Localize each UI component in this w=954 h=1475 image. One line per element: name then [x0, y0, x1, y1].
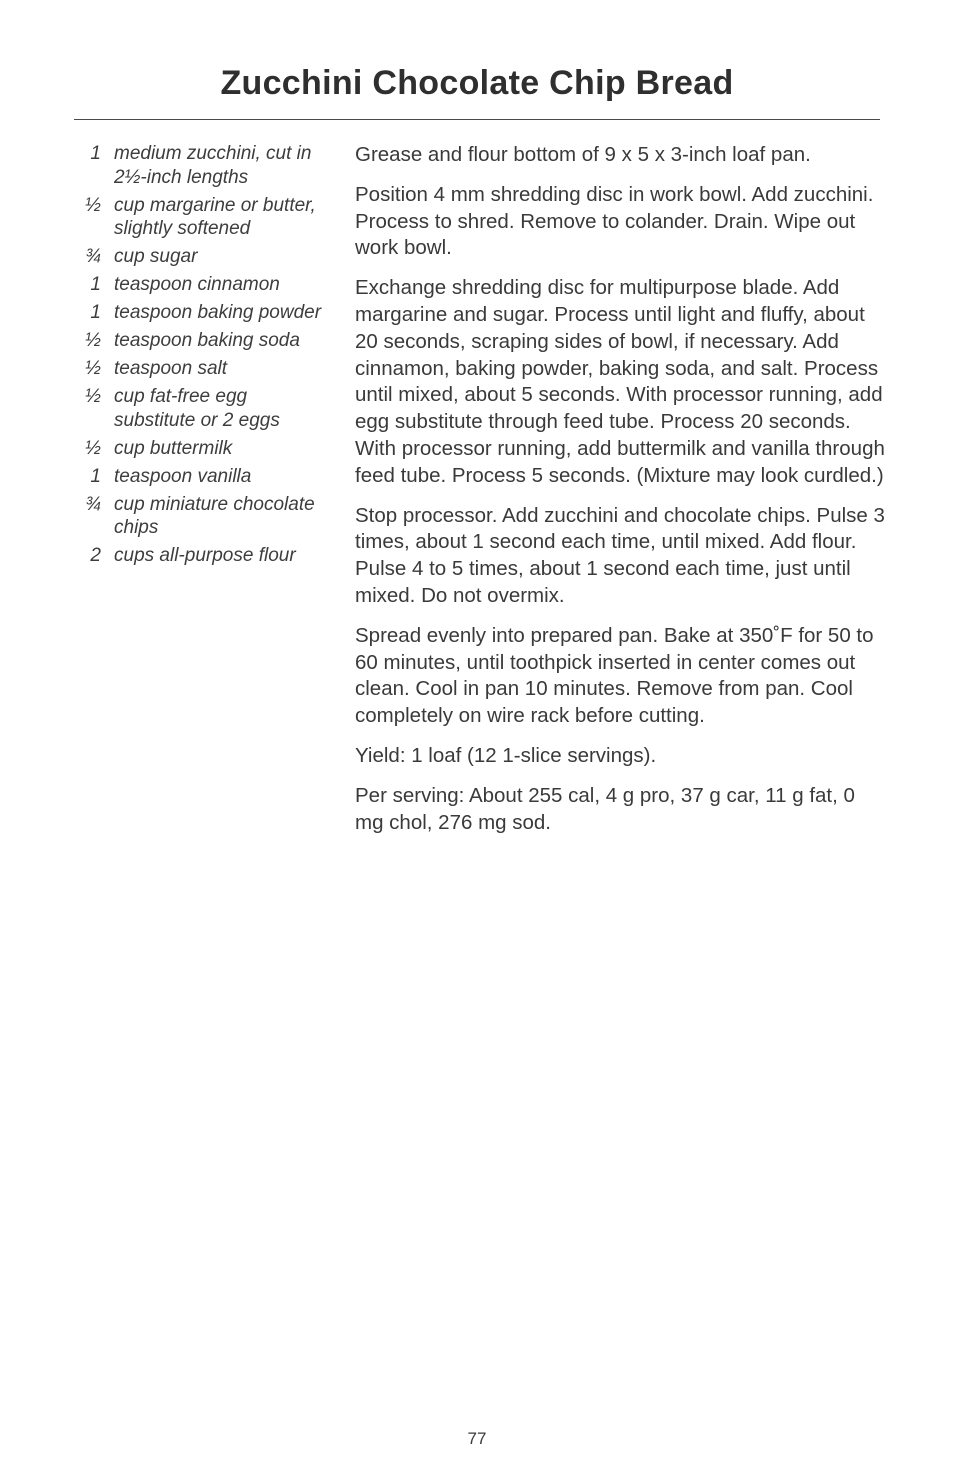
ingredient-text: teaspoon vanilla — [114, 465, 252, 487]
ingredient-item — [78, 437, 330, 461]
ingredient-text: teaspoon salt — [114, 358, 228, 379]
instructions — [355, 142, 888, 849]
ingredient-quantity: 1 — [90, 143, 101, 164]
ingredient-text: medium zucchini, cut in 2½-inch lengths — [114, 143, 312, 188]
instruction-paragraph: Grease and flour bottom of 9 x 5 x 3-inch loaf pan. — [355, 143, 811, 166]
instruction-paragraph: Position 4 mm shredding disc in work bowl. Add zucchini. Process to shred. Remove to colander. Drain. Wipe out work bowl. — [355, 182, 874, 260]
yield-text: Yield: 1 loaf (12 1-slice servings). — [355, 743, 657, 767]
ingredient-quantity: ¾ — [85, 246, 101, 267]
instruction-paragraph: Exchange shredding disc for multipurpose blade. Add margarine and sugar. Process until light and fluffy, about 20 seconds, scraping sides of bowl, if necessary. Add cinnamon, baking powder, baking soda, and salt. Process until mixed, about 5 seconds. With processor running, add egg substitute through feed tube. Process 20 seconds. With processor running, add buttermilk and vanilla through feed tube. Process 5 seconds. (Mixture may look curdled.) — [355, 276, 885, 487]
ingredient-item — [78, 142, 330, 189]
ingredient-item — [78, 194, 330, 241]
ingredient-item — [78, 301, 330, 325]
ingredient-quantity: ¾ — [85, 493, 101, 515]
ingredient-item — [78, 273, 330, 297]
ingredient-quantity: 2 — [90, 545, 101, 566]
nutrition-text: Per serving: About 255 cal, 4 g pro, 37 g car, 11 g fat, 0 mg chol, 276 mg sod. — [355, 783, 855, 834]
ingredient-text: cups all-purpose flour — [114, 545, 296, 566]
ingredient-quantity: 1 — [90, 302, 101, 323]
ingredient-quantity: 1 — [90, 274, 101, 295]
ingredient-text: teaspoon baking soda — [114, 330, 300, 351]
ingredient-text: teaspoon cinnamon — [114, 274, 280, 295]
ingredient-text: cup sugar — [114, 246, 198, 267]
instruction-paragraph: Spread evenly into prepared pan. Bake at 350˚F for 50 to 60 minutes, until toothpick inserted in center comes out clean. Cool in pan 10 minutes. Remove from pan. Cool completely on wire rack before cutting. — [355, 623, 874, 728]
ingredient-text: cup miniature chocolate chips — [114, 493, 315, 538]
ingredient-text: cup buttermilk — [114, 437, 233, 459]
ingredient-quantity: 1 — [90, 465, 101, 487]
ingredient-text: teaspoon baking powder — [114, 302, 322, 323]
ingredient-text: cup fat-free egg substitute or 2 eggs — [114, 386, 280, 431]
ingredient-item — [78, 357, 330, 381]
ingredient-quantity: ½ — [85, 194, 101, 216]
ingredients-list — [78, 142, 330, 849]
ingredient-quantity: ½ — [85, 437, 101, 459]
instruction-paragraph: Stop processor. Add zucchini and chocolate chips. Pulse 3 times, about 1 second each time, until mixed. Add flour. Pulse 4 to 5 times, about 1 second each time, just until mixed. Do not overmix. — [355, 503, 885, 607]
ingredient-item — [78, 544, 330, 568]
ingredient-item — [78, 493, 330, 540]
ingredient-item — [78, 465, 330, 489]
ingredient-quantity: ½ — [85, 386, 101, 407]
page-title: Zucchini Chocolate Chip Bread — [220, 64, 734, 102]
ingredient-item — [78, 385, 330, 432]
page-number: 77 — [467, 1429, 487, 1448]
ingredient-item — [78, 329, 330, 353]
ingredient-quantity: ½ — [85, 358, 101, 379]
ingredient-item — [78, 245, 330, 269]
recipe-content — [0, 120, 954, 849]
ingredient-text: cup margarine or butter, slightly softened — [114, 194, 316, 239]
ingredient-quantity: ½ — [85, 330, 101, 351]
